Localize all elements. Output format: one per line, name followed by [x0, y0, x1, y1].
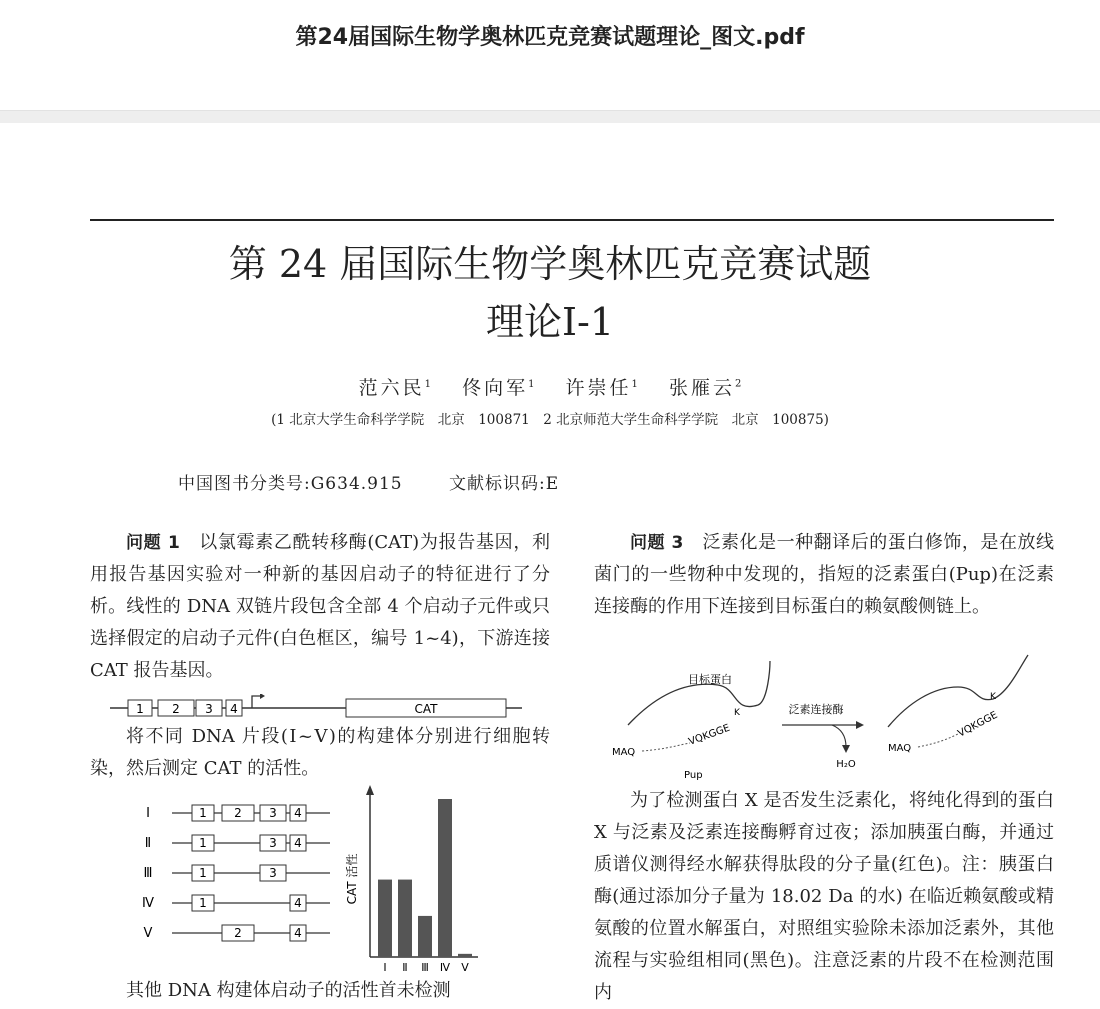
cat-label: CAT	[414, 702, 438, 716]
author-name: 范六民	[358, 377, 425, 399]
x-tick-label: Ⅲ	[421, 961, 429, 974]
viewer-separator	[0, 110, 1100, 123]
element-label: 1	[136, 702, 144, 716]
lysine-label: K	[734, 708, 740, 718]
water-release-arrow	[832, 725, 846, 747]
author-mark: 2	[734, 378, 742, 390]
document-page	[0, 123, 1100, 1003]
question-3-text: 泛素化是一种翻译后的蛋白修饰，是在放线菌门的一些物种中发现的，指短的泛素蛋白(Pup)在泛素连接酶的作用下连接到目标蛋白的赖氨酸侧链上。	[594, 532, 1055, 617]
water-arrow-head-icon	[842, 745, 850, 753]
class-number: 中国图书分类号:G634.915	[178, 474, 403, 494]
question-1-intro	[90, 527, 550, 687]
row-label: Ⅲ	[143, 866, 153, 881]
document-code: 文献标识码:E	[449, 474, 560, 494]
element-label: 3	[205, 702, 213, 716]
pup-label: Pup	[684, 770, 703, 781]
bar	[418, 916, 432, 957]
attached-pup-chain	[918, 733, 960, 747]
question-1-transfection	[90, 721, 550, 785]
x-tick-label: Ⅱ	[402, 961, 408, 974]
author-name: 许崇任	[565, 377, 632, 399]
author-mark: 1	[424, 378, 432, 390]
target-protein-label: 目标蛋白	[688, 673, 732, 686]
x-tick-label: Ⅰ	[383, 961, 387, 974]
question-1-label: 问题 1	[126, 533, 180, 553]
element-label: 4	[294, 836, 302, 850]
element-label: 4	[294, 806, 302, 820]
bars	[378, 799, 472, 957]
element-label: 1	[199, 806, 207, 820]
question-3-intro	[594, 527, 1054, 623]
row-label: Ⅴ	[143, 926, 153, 941]
maq-label: MAQ	[612, 747, 636, 758]
author-name: 张雁云	[668, 377, 735, 399]
article-subtitle: 理论Ⅰ-1	[485, 300, 615, 344]
row-label: Ⅳ	[142, 896, 154, 911]
x-tick-label: Ⅴ	[461, 961, 469, 974]
element-label: 2	[234, 806, 242, 820]
element-label: 1	[199, 866, 207, 880]
y-axis-label: CAT 活性	[345, 853, 359, 905]
bar	[378, 880, 392, 957]
question-3-label: 问题 3	[630, 533, 684, 553]
water-label: H₂O	[836, 759, 856, 770]
element-label: 4	[230, 702, 238, 716]
question-3-text-2: 为了检测蛋白 X 是否发生泛素化，将纯化得到的蛋白 X 与泛素及泛素连接酶孵育过夜；添加胰蛋白酶，并通过质谱仪测得经水解获得肽段的分子量(红色)。注：胰蛋白酶(通过添加分子量为 18.02 Da 的水) 在临近赖氨酸或精氨酸的位置水解蛋白，对照组实验除未添加泛素外，其他流程与实验组相同(黑色)。注意泛素的片段不在检测范围内	[594, 790, 1054, 1003]
file-title[interactable]: 第24届国际生物学奥林匹克竞赛试题理论_图文.pdf	[295, 25, 805, 50]
enzyme-label: 泛素连接酶	[788, 703, 844, 716]
pupylated-protein-curve	[888, 655, 1028, 727]
pup-chain	[642, 743, 690, 751]
author-mark: 1	[631, 378, 638, 390]
x-tick-labels	[383, 961, 469, 974]
reaction-arrow-head-icon	[856, 721, 864, 729]
pupylation-diagram	[598, 653, 1038, 783]
bar	[438, 799, 452, 957]
question-1-cutoff-text	[90, 975, 550, 1007]
arrow-head-icon	[260, 694, 265, 699]
bar-chart	[344, 785, 478, 974]
viewer-header	[0, 0, 1100, 110]
bar	[458, 954, 472, 957]
row-label: Ⅱ	[144, 836, 152, 851]
question-1-text: 以氯霉素乙酰转移酶(CAT)为报告基因，利用报告基因实验对一种新的基因启动子的特征进行了分析。线性的 DNA 双链片段包含全部 4 个启动子元件或只选择假定的启动子元件(白色框区，编号 1~4)，下游连接 CAT 报告基因。	[90, 532, 550, 681]
element-label: 3	[269, 806, 277, 820]
dna-construct-diagram	[110, 694, 530, 720]
vqkgge-label: VQKGGE	[687, 722, 732, 748]
y-axis-arrow-icon	[366, 785, 374, 795]
bar	[398, 880, 412, 957]
element-label: 1	[199, 836, 207, 850]
target-protein-curve	[628, 661, 770, 725]
element-label: 2	[234, 926, 242, 940]
author-name: 佟向军	[462, 377, 529, 399]
author-list	[0, 373, 1100, 400]
element-label: 2	[172, 702, 180, 716]
affiliation: (1 北京大学生命科学学院 北京 100871 2 北京师范大学生命科学学院 北京 100875)	[271, 412, 829, 428]
construct-rows	[142, 805, 330, 941]
element-label: 4	[294, 896, 302, 910]
element-label: 3	[269, 836, 277, 850]
element-label: 3	[269, 866, 277, 880]
vqkgge-label-2: VQKGGE	[956, 709, 1000, 740]
cat-activity-figure	[138, 785, 478, 975]
header-rule	[90, 219, 1054, 221]
x-tick-label: Ⅳ	[439, 961, 451, 974]
question-1-text-2: 将不同 DNA 片段(Ⅰ~Ⅴ)的构建体分别进行细胞转染，然后测定 CAT 的活性。	[90, 726, 550, 779]
author-mark: 1	[528, 378, 535, 390]
element-label: 1	[199, 896, 207, 910]
question-3-method	[594, 785, 1054, 1009]
classification-line	[178, 469, 599, 494]
element-label: 4	[294, 926, 302, 940]
row-label: Ⅰ	[146, 806, 150, 821]
question-1-text-3: 其他 DNA 构建体启动子的活性首未检测	[126, 980, 451, 1001]
article-title: 第 24 届国际生物学奥林匹克竞赛试题	[228, 242, 872, 286]
lysine-label-2: K	[990, 692, 996, 702]
maq-label-2: MAQ	[888, 743, 912, 754]
